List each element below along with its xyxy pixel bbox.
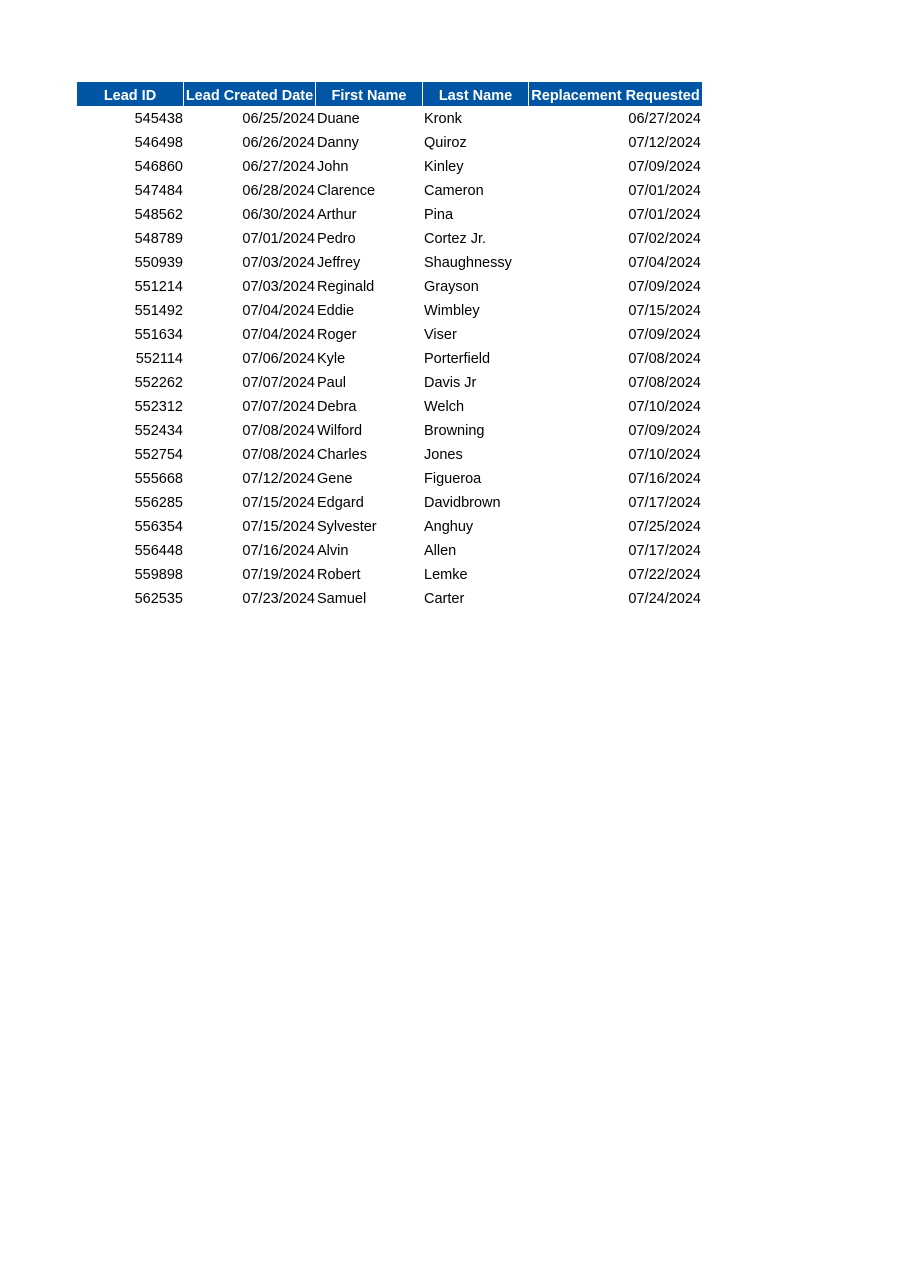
last-name-cell[interactable]: Jones — [424, 447, 463, 463]
column-header-last-name[interactable]: Last Name — [423, 82, 529, 106]
lead-id-cell[interactable]: 546860 — [134, 159, 183, 175]
lead-id-cell[interactable]: 552312 — [134, 399, 183, 415]
column-header-first-name[interactable]: First Name — [316, 82, 423, 106]
table-row — [77, 274, 702, 298]
last-name-cell[interactable]: Porterfield — [424, 351, 491, 367]
table-row — [77, 418, 702, 442]
last-name-cell[interactable]: Viser — [424, 327, 457, 343]
table-row — [77, 442, 702, 466]
lead-id-cell[interactable]: 547484 — [134, 183, 183, 199]
replacement-requested-cell[interactable]: 07/09/2024 — [628, 327, 701, 343]
lead-created-date-cell[interactable]: 07/04/2024 — [242, 327, 315, 343]
replacement-requested-cell[interactable]: 07/09/2024 — [628, 279, 701, 295]
first-name-cell[interactable]: Danny — [317, 135, 359, 151]
replacement-requested-cell[interactable]: 06/27/2024 — [628, 111, 701, 127]
lead-created-date-cell[interactable]: 07/01/2024 — [242, 231, 315, 247]
table-row — [77, 226, 702, 250]
last-name-cell[interactable]: Lemke — [424, 567, 468, 583]
lead-created-date-cell[interactable]: 07/03/2024 — [242, 255, 315, 271]
table-row — [77, 322, 702, 346]
first-name-cell[interactable]: Edgard — [317, 495, 364, 511]
replacement-requested-cell[interactable]: 07/10/2024 — [628, 447, 701, 463]
first-name-cell[interactable]: Sylvester — [317, 519, 377, 535]
lead-id-cell[interactable]: 559898 — [134, 567, 183, 583]
lead-created-date-cell[interactable]: 07/07/2024 — [242, 375, 315, 391]
lead-id-cell[interactable]: 552754 — [134, 447, 183, 463]
lead-created-date-cell[interactable]: 07/08/2024 — [242, 447, 315, 463]
last-name-cell[interactable]: Wimbley — [424, 303, 480, 319]
replacement-requested-cell[interactable]: 07/10/2024 — [628, 399, 701, 415]
lead-created-date-cell[interactable]: 06/27/2024 — [242, 159, 315, 175]
replacement-requested-cell[interactable]: 07/17/2024 — [628, 495, 701, 511]
last-name-cell[interactable]: Grayson — [424, 279, 479, 295]
lead-id-cell[interactable]: 552114 — [135, 351, 183, 367]
first-name-cell[interactable]: Eddie — [317, 303, 355, 319]
replacement-requested-cell[interactable]: 07/04/2024 — [628, 255, 701, 271]
table-row — [77, 370, 702, 394]
column-header-lead-id[interactable]: Lead ID — [77, 82, 184, 106]
lead-created-date-cell[interactable]: 06/28/2024 — [242, 183, 315, 199]
first-name-cell[interactable]: Alvin — [317, 543, 349, 559]
table-row — [77, 490, 702, 514]
lead-id-cell[interactable]: 552434 — [134, 423, 183, 439]
last-name-cell[interactable]: Pina — [424, 207, 454, 223]
lead-created-date-cell[interactable]: 07/19/2024 — [242, 567, 315, 583]
table-row — [77, 106, 702, 130]
replacement-requested-cell[interactable]: 07/24/2024 — [628, 591, 701, 607]
table-header-row — [77, 82, 702, 106]
lead-created-date-cell[interactable]: 07/03/2024 — [242, 279, 315, 295]
table-row — [77, 562, 702, 586]
last-name-cell[interactable]: Davidbrown — [424, 495, 501, 511]
last-name-cell[interactable]: Kronk — [424, 111, 462, 127]
lead-created-date-cell[interactable]: 07/07/2024 — [242, 399, 315, 415]
lead-id-cell[interactable]: 552262 — [134, 375, 183, 391]
lead-id-cell[interactable]: 555668 — [134, 471, 183, 487]
lead-id-cell[interactable]: 548789 — [134, 231, 183, 247]
lead-id-cell[interactable]: 545438 — [134, 111, 183, 127]
last-name-cell[interactable]: Anghuy — [424, 519, 474, 535]
lead-id-cell[interactable]: 550939 — [134, 255, 183, 271]
last-name-cell[interactable]: Davis Jr — [424, 375, 477, 391]
first-name-cell[interactable]: Arthur — [317, 207, 357, 223]
lead-created-date-cell[interactable]: 07/04/2024 — [242, 303, 315, 319]
first-name-cell[interactable]: Clarence — [317, 183, 376, 199]
replacement-requested-cell[interactable]: 07/01/2024 — [628, 183, 701, 199]
last-name-cell[interactable]: Kinley — [424, 159, 464, 175]
first-name-cell[interactable]: Samuel — [317, 591, 367, 607]
table-row — [77, 202, 702, 226]
first-name-cell[interactable]: Roger — [317, 327, 357, 343]
table-row — [77, 154, 702, 178]
first-name-cell[interactable]: Paul — [317, 375, 347, 391]
first-name-cell[interactable]: Reginald — [317, 279, 375, 295]
lead-created-date-cell[interactable]: 06/25/2024 — [242, 111, 315, 127]
replacement-requested-cell[interactable]: 07/22/2024 — [628, 567, 701, 583]
replacement-requested-cell[interactable]: 07/17/2024 — [628, 543, 701, 559]
first-name-cell[interactable]: Charles — [317, 447, 367, 463]
table-row — [77, 586, 702, 610]
lead-id-cell[interactable]: 556285 — [134, 495, 183, 511]
replacement-requested-cell[interactable]: 07/02/2024 — [628, 231, 701, 247]
replacement-requested-cell[interactable]: 07/25/2024 — [628, 519, 701, 535]
table-row — [77, 514, 702, 538]
lead-created-date-cell[interactable]: 07/23/2024 — [242, 591, 315, 607]
lead-id-cell[interactable]: 546498 — [134, 135, 183, 151]
column-header-replacement-requested[interactable]: Replacement Requested — [531, 88, 700, 104]
lead-created-date-cell[interactable]: 07/15/2024 — [242, 519, 315, 535]
lead-created-date-cell[interactable]: 07/12/2024 — [242, 471, 315, 487]
last-name-cell[interactable]: Quiroz — [424, 135, 467, 151]
lead-created-date-cell[interactable]: 07/06/2024 — [242, 351, 315, 367]
lead-created-date-cell[interactable]: 07/15/2024 — [242, 495, 315, 511]
last-name-cell[interactable]: Cortez Jr. — [424, 231, 487, 247]
lead-id-cell[interactable]: 551492 — [134, 303, 183, 319]
leads-table — [77, 82, 702, 610]
last-name-cell[interactable]: Carter — [424, 591, 465, 607]
replacement-requested-cell[interactable]: 07/15/2024 — [628, 303, 701, 319]
lead-created-date-cell[interactable]: 06/26/2024 — [242, 135, 315, 151]
table-body — [77, 106, 702, 610]
last-name-cell[interactable]: Allen — [424, 543, 457, 559]
last-name-cell[interactable]: Cameron — [424, 183, 484, 199]
lead-id-cell[interactable]: 548562 — [134, 207, 183, 223]
lead-id-cell[interactable]: 556448 — [134, 543, 183, 559]
replacement-requested-cell[interactable]: 07/01/2024 — [628, 207, 701, 223]
replacement-requested-cell[interactable]: 07/12/2024 — [628, 135, 701, 151]
first-name-cell[interactable]: Robert — [317, 567, 361, 583]
table-row — [77, 250, 702, 274]
replacement-requested-cell[interactable]: 07/08/2024 — [628, 351, 701, 367]
first-name-cell[interactable]: John — [317, 159, 349, 175]
first-name-cell[interactable]: Pedro — [317, 231, 356, 247]
first-name-cell[interactable]: Jeffrey — [317, 255, 361, 271]
lead-id-cell[interactable]: 556354 — [134, 519, 183, 535]
lead-id-cell[interactable]: 551214 — [134, 279, 183, 295]
replacement-requested-cell[interactable]: 07/08/2024 — [628, 375, 701, 391]
lead-created-date-cell[interactable]: 07/16/2024 — [242, 543, 315, 559]
lead-created-date-cell[interactable]: 07/08/2024 — [242, 423, 315, 439]
replacement-requested-cell[interactable]: 07/09/2024 — [628, 159, 701, 175]
table-row — [77, 394, 702, 418]
table-row — [77, 466, 702, 490]
table-row — [77, 298, 702, 322]
last-name-cell[interactable]: Browning — [424, 423, 485, 439]
replacement-requested-cell[interactable]: 07/16/2024 — [628, 471, 701, 487]
table-row — [77, 130, 702, 154]
first-name-cell[interactable]: Kyle — [317, 351, 346, 367]
lead-id-cell[interactable]: 551634 — [134, 327, 183, 343]
first-name-cell[interactable]: Debra — [317, 399, 357, 415]
last-name-cell[interactable]: Shaughnessy — [424, 255, 512, 271]
table-row — [77, 538, 702, 562]
last-name-cell[interactable]: Welch — [424, 399, 465, 415]
first-name-cell[interactable]: Gene — [317, 471, 353, 487]
column-header-lead-created-date[interactable]: Lead Created Date — [184, 82, 316, 106]
table-row — [77, 178, 702, 202]
lead-id-cell[interactable]: 562535 — [134, 591, 183, 607]
replacement-requested-cell[interactable]: 07/09/2024 — [628, 423, 701, 439]
table-row — [77, 346, 702, 370]
first-name-cell[interactable]: Duane — [317, 111, 360, 127]
first-name-cell[interactable]: Wilford — [317, 423, 363, 439]
last-name-cell[interactable]: Figueroa — [424, 471, 482, 487]
lead-created-date-cell[interactable]: 06/30/2024 — [242, 207, 315, 223]
